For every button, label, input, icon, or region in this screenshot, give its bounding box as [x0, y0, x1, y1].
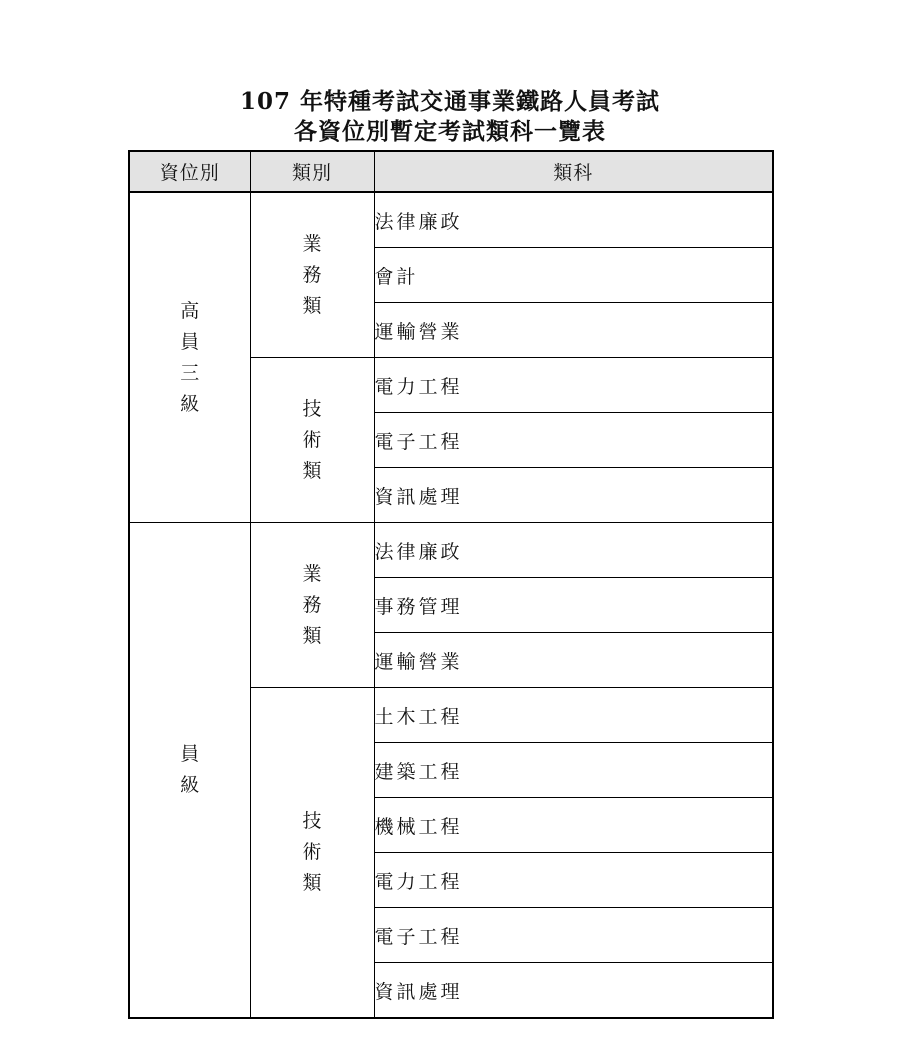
subject-cell: 事務管理 — [374, 578, 773, 633]
category-cell — [250, 523, 374, 688]
category-cell — [250, 192, 374, 358]
subject-cell: 建築工程 — [374, 743, 773, 798]
document-title-line2: 各資位別暫定考試類科一覽表 — [294, 118, 606, 145]
document-title-line1: 107 年特種考試交通事業鐵路人員考試 — [239, 88, 661, 115]
subject-cell: 機械工程 — [374, 798, 773, 853]
subject-cell: 電力工程 — [374, 853, 773, 908]
subject-cell: 資訊處理 — [374, 963, 773, 1019]
table-header-row — [129, 151, 773, 192]
subject-cell: 土木工程 — [374, 688, 773, 743]
subject-cell: 電子工程 — [374, 413, 773, 468]
category-cell — [250, 688, 374, 1019]
level-label: 高 員 三 級 — [180, 299, 200, 415]
subject-cell: 會計 — [374, 248, 773, 303]
header-level: 資位別 — [129, 151, 250, 192]
exam-category-table — [128, 150, 774, 1019]
subject-cell: 電力工程 — [374, 358, 773, 413]
table-row — [129, 523, 773, 578]
table-row — [129, 192, 773, 248]
header-category: 類別 — [250, 151, 374, 192]
subject-cell: 法律廉政 — [374, 523, 773, 578]
subject-cell: 運輸營業 — [374, 303, 773, 358]
category-label: 技 術 類 — [302, 397, 322, 482]
level-cell — [129, 523, 250, 1019]
level-label: 員 級 — [180, 743, 200, 796]
category-label: 技 術 類 — [302, 810, 322, 894]
category-label: 業 務 類 — [302, 562, 322, 647]
subject-cell: 電子工程 — [374, 908, 773, 963]
subject-cell: 資訊處理 — [374, 468, 773, 523]
header-subject: 類科 — [374, 151, 773, 192]
category-label: 業 務 類 — [302, 232, 322, 317]
category-cell — [250, 358, 374, 523]
subject-cell: 法律廉政 — [374, 192, 773, 248]
subject-cell: 運輸營業 — [374, 633, 773, 688]
level-cell — [129, 192, 250, 523]
table-body — [129, 192, 773, 1018]
